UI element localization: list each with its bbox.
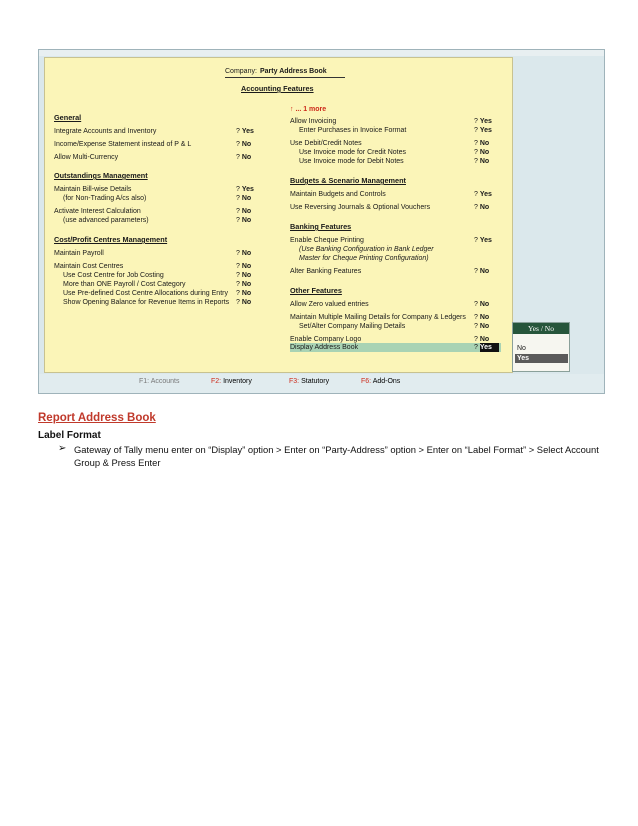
option-value[interactable]: ? No	[474, 140, 490, 147]
option-label: Enable Cheque Printing	[290, 237, 364, 244]
tally-screenshot	[38, 49, 605, 394]
document-title: Report Address Book	[38, 412, 156, 424]
popup-option-no[interactable]: No	[517, 345, 526, 352]
instruction-step: Gateway of Tally menu enter on “Display” option > Enter on “Party-Address” option > Enter on “Label Format” > Select Account Group & Press Enter	[74, 444, 599, 468]
option-value[interactable]: ? No	[474, 314, 490, 321]
option-label: Use Reversing Journals & Optional Vouchers	[290, 204, 431, 211]
arrow-bullet-icon: ➢	[58, 443, 67, 454]
option-label: Maintain Bill-wise Details	[54, 186, 132, 193]
option-label: (use advanced parameters)	[63, 217, 149, 224]
option-label: Activate Interest Calculation	[54, 208, 141, 215]
fkey-statutory[interactable]: F3: Statutory	[289, 378, 330, 385]
option-value-selected[interactable]: ? Yes	[474, 344, 492, 351]
option-label: Maintain Cost Centres	[54, 263, 124, 270]
banking-heading: Banking Features	[290, 222, 352, 231]
option-value[interactable]: ? No	[474, 301, 490, 308]
option-value[interactable]: ? No	[236, 141, 252, 148]
option-label: Use Invoice mode for Credit Notes	[299, 149, 406, 156]
company-header	[225, 67, 345, 78]
option-label: Show Opening Balance for Revenue Items in Reports	[63, 299, 230, 306]
document-subtitle: Label Format	[38, 430, 101, 441]
option-value[interactable]: ? Yes	[474, 118, 492, 125]
option-value[interactable]: ? Yes	[474, 191, 492, 198]
screenshot-top-strip	[39, 50, 604, 56]
accounting-features-panel	[44, 57, 513, 373]
cost-centres-heading: Cost/Profit Centres Management	[54, 235, 168, 244]
option-label: Income/Expense Statement instead of P & L	[54, 141, 192, 148]
yes-no-popup	[512, 322, 570, 372]
general-heading: General	[54, 113, 82, 122]
option-value[interactable]: ? No	[236, 208, 252, 215]
option-label: Set/Alter Company Mailing Details	[299, 323, 406, 330]
option-value[interactable]: ? No	[236, 154, 252, 161]
fkey-accounts[interactable]: F1: Accounts	[139, 378, 180, 385]
option-value[interactable]: ? No	[236, 263, 252, 270]
banking-note: Master for Cheque Printing Configuration)	[299, 255, 429, 262]
option-label: Use Invoice mode for Debit Notes	[299, 158, 404, 165]
option-label-selected: Display Address Book	[290, 344, 359, 351]
option-label: Maintain Budgets and Controls	[290, 191, 386, 198]
option-value[interactable]: ? Yes	[474, 237, 492, 244]
option-label: Enable Company Logo	[290, 336, 362, 343]
option-value[interactable]: ? No	[236, 250, 252, 257]
outstandings-heading: Outstandings Management	[54, 171, 148, 180]
function-key-bar	[39, 374, 604, 394]
company-label: Company:	[225, 68, 257, 75]
banking-note: (Use Banking Configuration in Bank Ledger	[299, 246, 434, 253]
option-label: Allow Zero valued entries	[290, 301, 369, 308]
more-link[interactable]: ↑ ... 1 more	[290, 106, 327, 113]
option-value[interactable]: ? No	[474, 268, 490, 275]
option-label: (for Non-Trading A/cs also)	[63, 195, 147, 202]
option-value[interactable]: ? Yes	[474, 127, 492, 134]
option-value[interactable]: ? No	[236, 272, 252, 279]
option-label: Maintain Multiple Mailing Details for Company & Ledgers	[290, 314, 466, 321]
option-value[interactable]: ? Yes	[236, 186, 254, 193]
fkey-addons[interactable]: F6: Add-Ons	[361, 378, 401, 385]
option-label: Use Cost Centre for Job Costing	[63, 272, 164, 279]
option-value[interactable]: ? No	[236, 290, 252, 297]
option-value[interactable]: ? No	[236, 217, 252, 224]
option-label: Use Debit/Credit Notes	[290, 140, 362, 147]
option-value[interactable]: ? No	[474, 323, 490, 330]
option-label: Use Pre-defined Cost Centre Allocations during Entry	[63, 290, 228, 297]
option-label: Maintain Payroll	[54, 250, 104, 257]
other-features-heading: Other Features	[290, 286, 342, 295]
option-value[interactable]: ? No	[236, 299, 252, 306]
section-title: Accounting Features	[241, 84, 314, 93]
option-label: More than ONE Payroll / Cost Category	[63, 281, 186, 288]
option-value[interactable]: ? No	[236, 195, 252, 202]
option-label: Alter Banking Features	[290, 268, 362, 275]
option-value[interactable]: ? No	[236, 281, 252, 288]
option-label: Allow Invoicing	[290, 118, 337, 125]
option-label: Allow Multi-Currency	[54, 154, 119, 161]
popup-option-yes[interactable]: Yes	[515, 354, 568, 363]
company-name: Party Address Book	[260, 68, 327, 75]
fkey-inventory[interactable]: F2: Inventory	[211, 378, 252, 385]
option-label: Enter Purchases in Invoice Format	[299, 127, 407, 134]
budgets-heading: Budgets & Scenario Management	[290, 176, 406, 185]
option-value[interactable]: ? No	[474, 204, 490, 211]
option-value[interactable]: ? Yes	[236, 128, 254, 135]
option-label: Integrate Accounts and Inventory	[54, 128, 157, 135]
option-value[interactable]: ? No	[474, 158, 490, 165]
popup-title: Yes / No	[513, 323, 569, 334]
option-value[interactable]: ? No	[474, 336, 490, 343]
option-value[interactable]: ? No	[474, 149, 490, 156]
